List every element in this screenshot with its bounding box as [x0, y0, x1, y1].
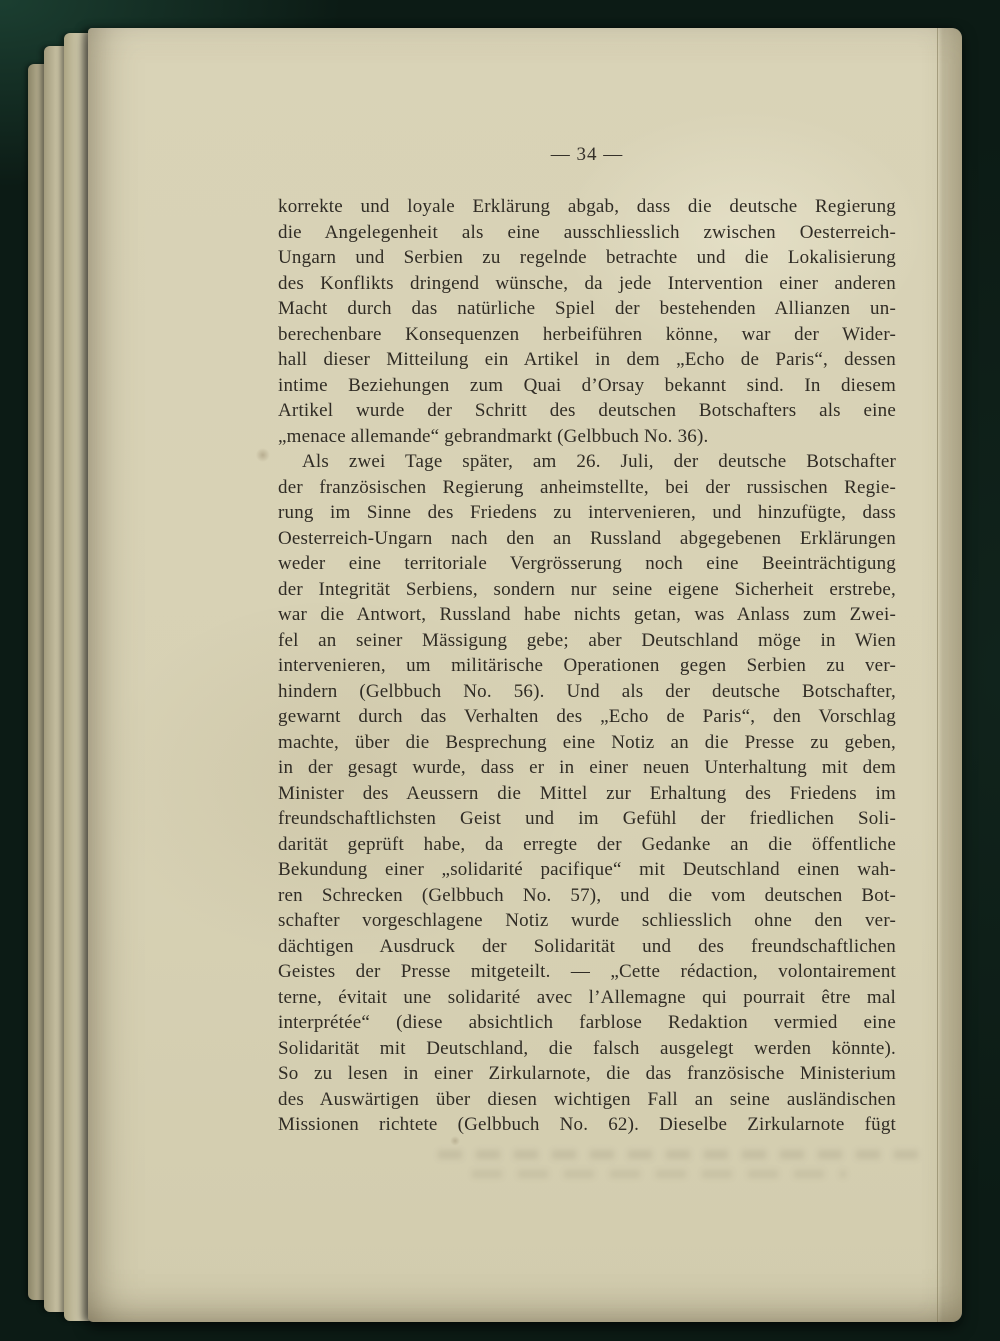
text-line: gewarnt durch das Verhalten des „Echo de Paris“, den Vorschlag [278, 706, 896, 727]
text-line: Als zwei Tage später, am 26. Juli, der deutsche Botschafter [302, 451, 896, 472]
text-line: Missionen richtete (Gelbbuch No. 62). Dieselbe Zirkularnote fügt [278, 1114, 896, 1135]
text-line: des Auswärtigen über diesen wichtigen Fall an seine ausländischen [278, 1088, 896, 1110]
text-line: hindern (Gelbbuch No. 56). Und als der deutsche Botschafter, [278, 680, 896, 702]
text-line: Artikel wurde der Schritt des deutschen Botschafters als eine [278, 400, 896, 421]
text-line: die Angelegenheit als eine ausschliesslich zwischen Oesterreich- [278, 221, 896, 243]
text-line: korrekte und loyale Erklärung abgab, dass die deutsche Regierung [278, 196, 896, 217]
page-number: — 34 — [550, 144, 624, 165]
text-line: ren Schrecken (Gelbbuch No. 57), und die vom deutschen Bot- [278, 884, 896, 906]
text-line: interprétée“ (diese absichtlich farblose Redaktion vermied eine [278, 1012, 896, 1033]
text-line: terne, évitait une solidarité avec l’Allemagne qui pourrait être mal [278, 986, 896, 1008]
text-line: dächtigen Ausdruck der Solidarität und des freundschaftlichen [278, 935, 896, 957]
show-through-smudge [438, 1146, 918, 1186]
text-line: Bekundung einer „solidarité pacifique“ mit Deutschland einen wah- [278, 859, 896, 880]
text-line: war die Antwort, Russland habe nichts getan, was Anlass zum Zwei- [278, 604, 896, 625]
text-line: darität geprüft habe, da erregte der Gedanke an die öffentliche [278, 833, 896, 855]
text-line: machte, über die Besprechung eine Notiz an die Presse zu geben, [278, 731, 896, 753]
text-line: in der gesagt wurde, dass er in einer neuen Unterhaltung mit dem [278, 757, 896, 778]
text-line: der Integrität Serbiens, sondern nur seine eigene Sicherheit erstrebe, [278, 578, 896, 600]
text-line: „menace allemande“ gebrandmarkt (Gelbbuch No. 36). [278, 425, 709, 447]
text-line: schafter vorgeschlagene Notiz wurde schliesslich ohne den ver- [278, 910, 896, 931]
text-line: Macht durch das natürliche Spiel der bestehenden Allianzen un- [278, 298, 896, 319]
text-line: hall dieser Mitteilung ein Artikel in dem „Echo de Paris“, dessen [278, 349, 896, 370]
page-fore-edge [937, 28, 962, 1322]
text-line: Geistes der Presse mitgeteilt. — „Cette rédaction, volontairement [278, 961, 896, 982]
text-line: fel an seiner Mässigung gebe; aber Deutschland möge in Wien [278, 629, 896, 651]
text-line: So zu lesen in einer Zirkularnote, die das französische Ministerium [278, 1063, 896, 1084]
text-line: der französischen Regierung anheimstellte, bei der russischen Regie- [278, 476, 896, 498]
text-line: Ungarn und Serbien zu regelnde betrachte und die Lokalisierung [278, 247, 896, 268]
text-line: Solidarität mit Deutschland, die falsch ausgelegt werden könnte). [278, 1037, 896, 1059]
text-line: intervenieren, um militärische Operationen gegen Serbien zu ver- [278, 655, 896, 676]
text-block [278, 194, 896, 1138]
text-line: Oesterreich-Ungarn nach den an Russland abgegebenen Erklärungen [278, 527, 896, 549]
page-content [278, 142, 896, 1138]
text-line: weder eine territoriale Vergrösserung noch eine Beeinträchtigung [278, 553, 896, 574]
text-line: intime Beziehungen zum Quai d’Orsay bekannt sind. In diesem [278, 374, 896, 396]
text-line: rung im Sinne des Friedens zu intervenieren, und hinzufügte, dass [278, 502, 896, 523]
text-line: berechenbare Konsequenzen herbeiführen könne, war der Wider- [278, 323, 896, 345]
paragraph [278, 194, 896, 449]
text-line: Minister des Aeussern die Mittel zur Erhaltung des Friedens im [278, 782, 896, 804]
text-line: freundschaftlichsten Geist und im Gefühl der friedlichen Soli- [278, 808, 896, 829]
paragraph [278, 449, 896, 1138]
text-line: des Konflikts dringend wünsche, da jede Intervention einer anderen [278, 272, 896, 294]
book-page [88, 28, 962, 1322]
